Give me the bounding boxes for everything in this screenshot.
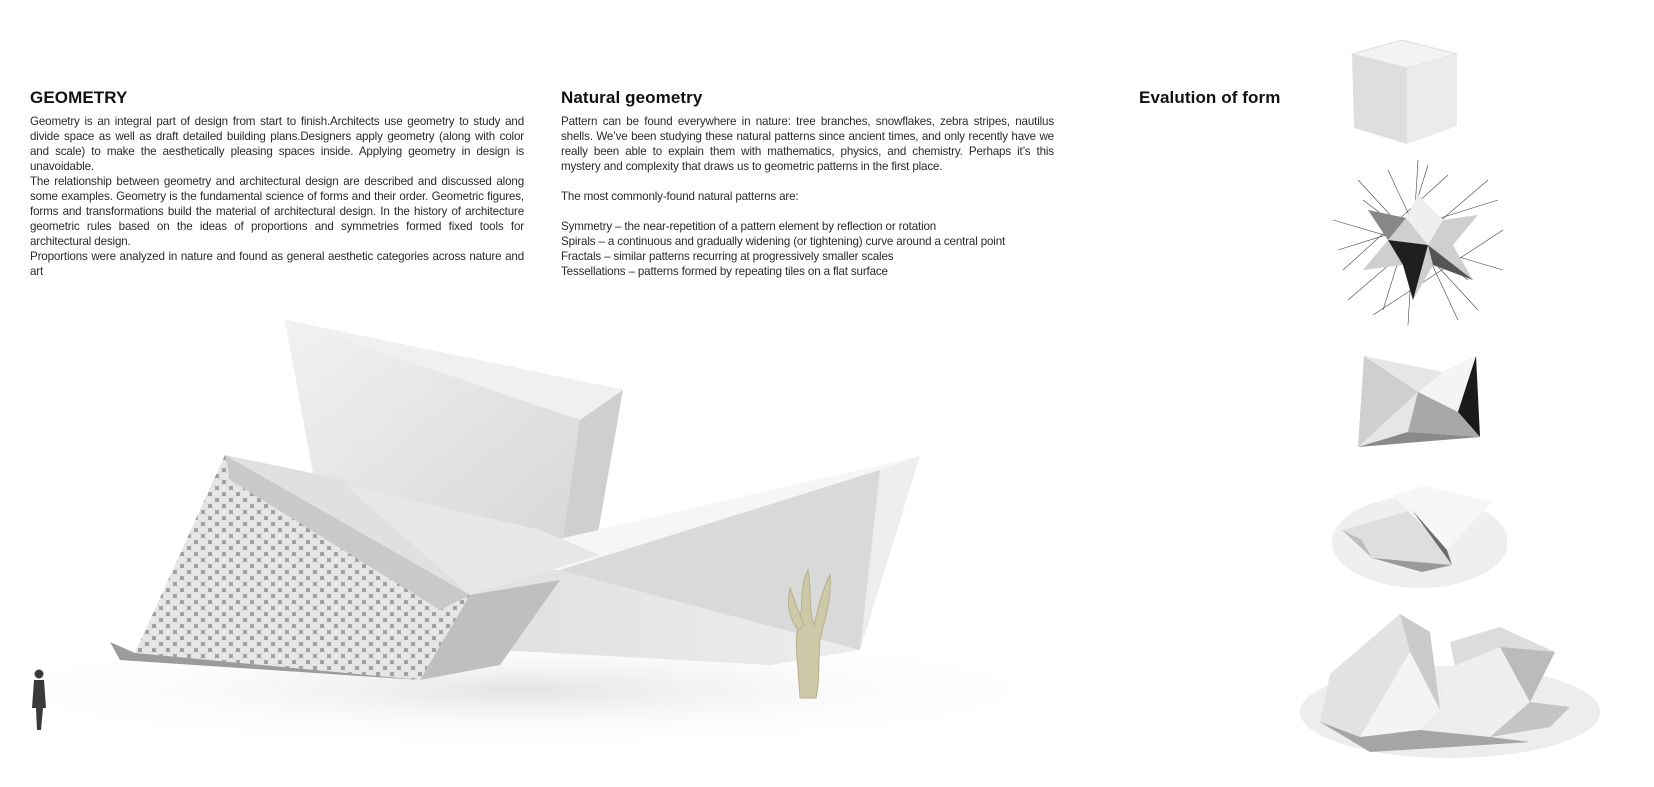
evolution-heading: Evalution of form — [1139, 88, 1281, 107]
patterns-list-intro: The most commonly-found natural patterns are: — [561, 190, 799, 203]
pattern-tessellations: Tessellations – patterns formed by repeating tiles on a flat surface — [561, 265, 888, 278]
pattern-symmetry: Symmetry – the near-repetition of a pattern element by reflection or rotation — [561, 220, 937, 233]
pattern-spirals: Spirals – a continuous and gradually widening (or tightening) curve around a central point — [561, 235, 1006, 248]
evolution-cube-image — [1342, 36, 1472, 146]
natural-geometry-text — [561, 114, 1054, 279]
geometry-paragraph-1: Geometry is an integral part of design from start to finish.Architects use geometry to study and divide space as well as draft detailed building plans.Designers apply geometry (along with color and scale) to make the aesthetically pleasing spaces inside. Applying geometry in design is unavoidable. — [30, 115, 524, 173]
pattern-fractals: Fractals – similar patterns recurring at progressively smaller scales — [561, 250, 894, 263]
geometry-text — [30, 114, 524, 279]
building-render-image — [0, 320, 1060, 787]
natural-intro-paragraph: Pattern can be found everywhere in nature: tree branches, snowflakes, zebra stripes, nautilus shells. We’ve been studying these natural patterns since ancient times, and only recently have we really been able to explain them with mathematics, physics, and chemistry. Perhaps it’s this mystery and complexity that draws us to geometric patterns in the first place. — [561, 115, 1054, 173]
geometry-paragraph-3: Proportions were analyzed in nature and found as general aesthetic categories across nature and art — [30, 250, 524, 278]
geometry-paragraph-2: The relationship between geometry and architectural design are described and discussed along some examples. Geometry is the fundamental science of forms and their order. Geometric figures, forms and transformations build the material of architectural design. In the history of architecture geometric rules based on the ideas of proportions and symmetries formed fixed tools for architectural design. — [30, 175, 524, 248]
evolution-star-wireframe-image — [1328, 160, 1510, 328]
evolution-folded-planes-image — [1332, 480, 1507, 590]
evolution-open-shell-image — [1300, 612, 1600, 762]
natural-geometry-heading: Natural geometry — [561, 88, 703, 107]
evolution-faceted-solid-image — [1348, 352, 1483, 452]
geometry-heading: GEOMETRY — [30, 88, 128, 107]
